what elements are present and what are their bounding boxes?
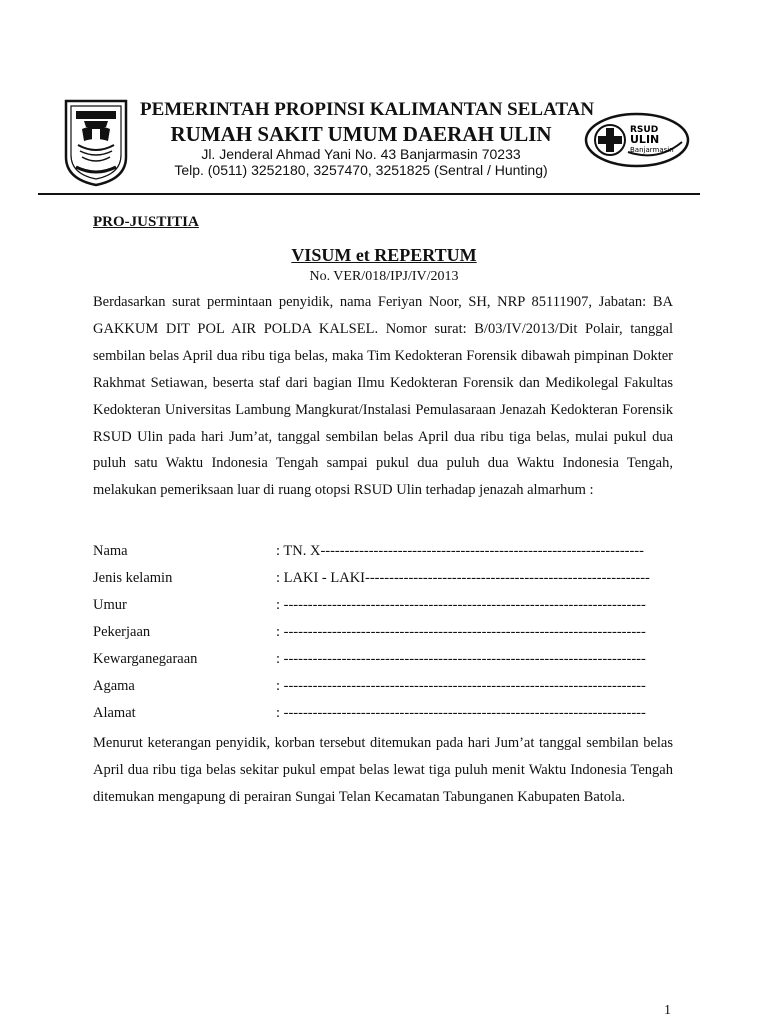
field-value-alamat: : ---------------------------------------------------------------------------	[276, 705, 646, 721]
field-value-jenis-kelamin: : LAKI - LAKI-----------------------------------------------------------	[276, 570, 650, 586]
field-label-alamat: Alamat	[93, 705, 136, 721]
document-title-text: VISUM et REPERTUM	[291, 245, 477, 265]
closing-paragraph: Menurut keterangan penyidik, korban tersebut ditemukan pada hari Jum’at tanggal sembilan belas April dua ribu tiga belas sekitar pukul empat belas lewat tiga puluh menit Waktu Indonesia Tengah ditemukan mengapung di perairan Sungai Telan Kecamatan Tabunganen Kabupaten Batola.	[93, 735, 673, 805]
intro-paragraph: Berdasarkan surat permintaan penyidik, nama Feriyan Noor, SH, NRP 85111907, Jabatan: BA GAKKUM DIT POL AIR POLDA KALSEL. Nomor surat: B/03/IV/2013/Dit Polair, tanggal sembilan belas April dua ribu tiga belas, maka Tim Kedokteran Forensik dibawah pimpinan Dokter Rakhmat Setiawan, beserta staf dari bagian Ilmu Kedokteran Forensik dan Medikolegal Fakultas Kedokteran Universitas Lambung Mangkurat/Instalasi Pemulasaraan Jenazah Kedokteran Forensik RSUD Ulin pada hari Jum’at, tanggal sembilan belas April dua ribu tiga belas, mulai pukul dua puluh satu Waktu Indonesia Tengah sampai pukul dua puluh dua Waktu Indonesia Tengah, melakukan pemeriksaan luar di ruang otopsi RSUD Ulin terhadap jenazah almarhum :	[93, 294, 673, 499]
letterhead-phone: Telp. (0511) 3252180, 3257470, 3251825 (Sentral / Hunting)	[174, 162, 548, 178]
field-value-kewarganegaraan: : ---------------------------------------------------------------------------	[276, 651, 646, 667]
page-number: 1	[664, 1003, 671, 1018]
field-label-agama: Agama	[93, 678, 135, 694]
field-value-pekerjaan: : ---------------------------------------------------------------------------	[276, 624, 646, 640]
logo-text-city: Banjarmasin	[630, 146, 674, 154]
field-label-nama: Nama	[93, 543, 128, 559]
letterhead-address: Jl. Jenderal Ahmad Yani No. 43 Banjarmasin 70233	[201, 146, 521, 162]
letterhead-divider	[38, 193, 700, 195]
field-label-umur: Umur	[93, 597, 127, 613]
field-value-nama: : TN. X-------------------------------------------------------------------	[276, 543, 644, 559]
document-number: No. VER/018/IPJ/IV/2013	[309, 269, 459, 284]
document-title	[0, 245, 768, 266]
letterhead-government: PEMERINTAH PROPINSI KALIMANTAN SELATAN	[140, 99, 595, 120]
kalsel-coat-of-arms-icon	[62, 97, 130, 187]
logo-text-rsud: RSUD	[630, 125, 659, 135]
field-value-umur: : ---------------------------------------------------------------------------	[276, 597, 646, 613]
logo-text-ulin: ULIN	[630, 133, 660, 146]
field-label-jenis-kelamin: Jenis kelamin	[93, 570, 173, 586]
rsud-ulin-logo-icon	[584, 112, 690, 168]
field-label-kewarganegaraan: Kewarganegaraan	[93, 651, 198, 667]
field-value-agama: : ---------------------------------------------------------------------------	[276, 678, 646, 694]
pro-justitia-label: PRO-JUSTITIA	[93, 214, 199, 230]
letterhead-hospital-name: RUMAH SAKIT UMUM DAERAH ULIN	[170, 122, 552, 146]
field-label-pekerjaan: Pekerjaan	[93, 624, 151, 640]
